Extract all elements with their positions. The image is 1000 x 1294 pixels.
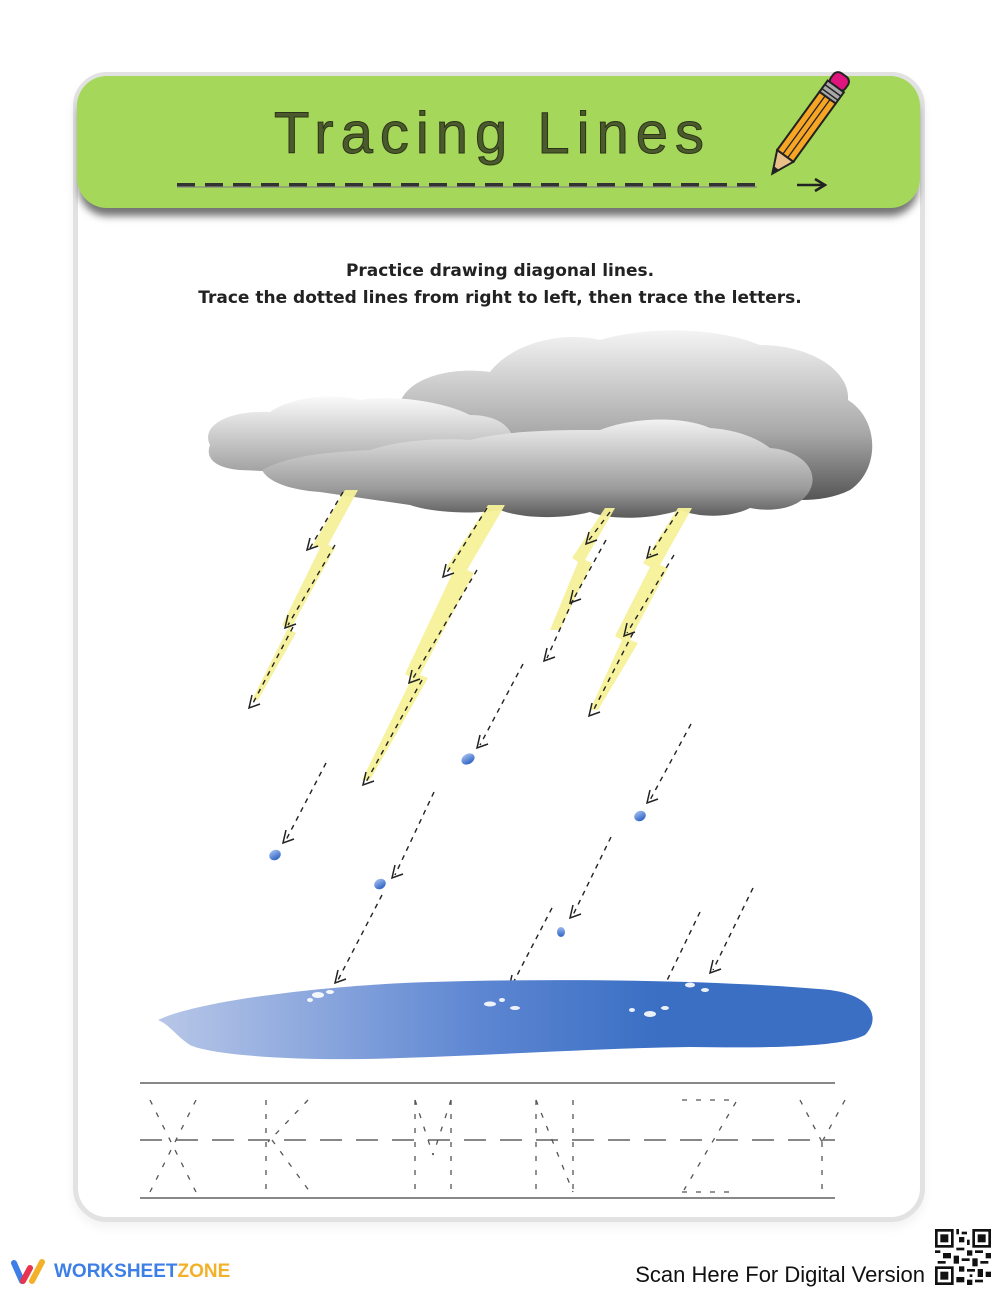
blue-puddle — [158, 980, 873, 1059]
instruction-line-2: Trace the dotted lines from right to left, then trace the letters. — [198, 288, 802, 308]
dotted-letters — [150, 1100, 845, 1192]
dotted-trace-lines — [252, 492, 753, 995]
raindrops — [267, 751, 647, 937]
arrowhead-icons — [249, 532, 721, 998]
brand-name: WORKSHEETZONE — [54, 1261, 231, 1282]
storm-cloud — [208, 330, 872, 517]
scan-label: Scan Here For Digital Version — [635, 1262, 925, 1287]
qr-code-icon[interactable] — [935, 1228, 991, 1286]
worksheetzone-logo-icon — [10, 1258, 48, 1286]
page-title: Tracing Lines — [273, 101, 712, 166]
letter-tracing-guides — [140, 1083, 835, 1198]
brand-logo[interactable] — [10, 1258, 230, 1286]
instruction-line-1: Practice drawing diagonal lines. — [345, 261, 655, 281]
